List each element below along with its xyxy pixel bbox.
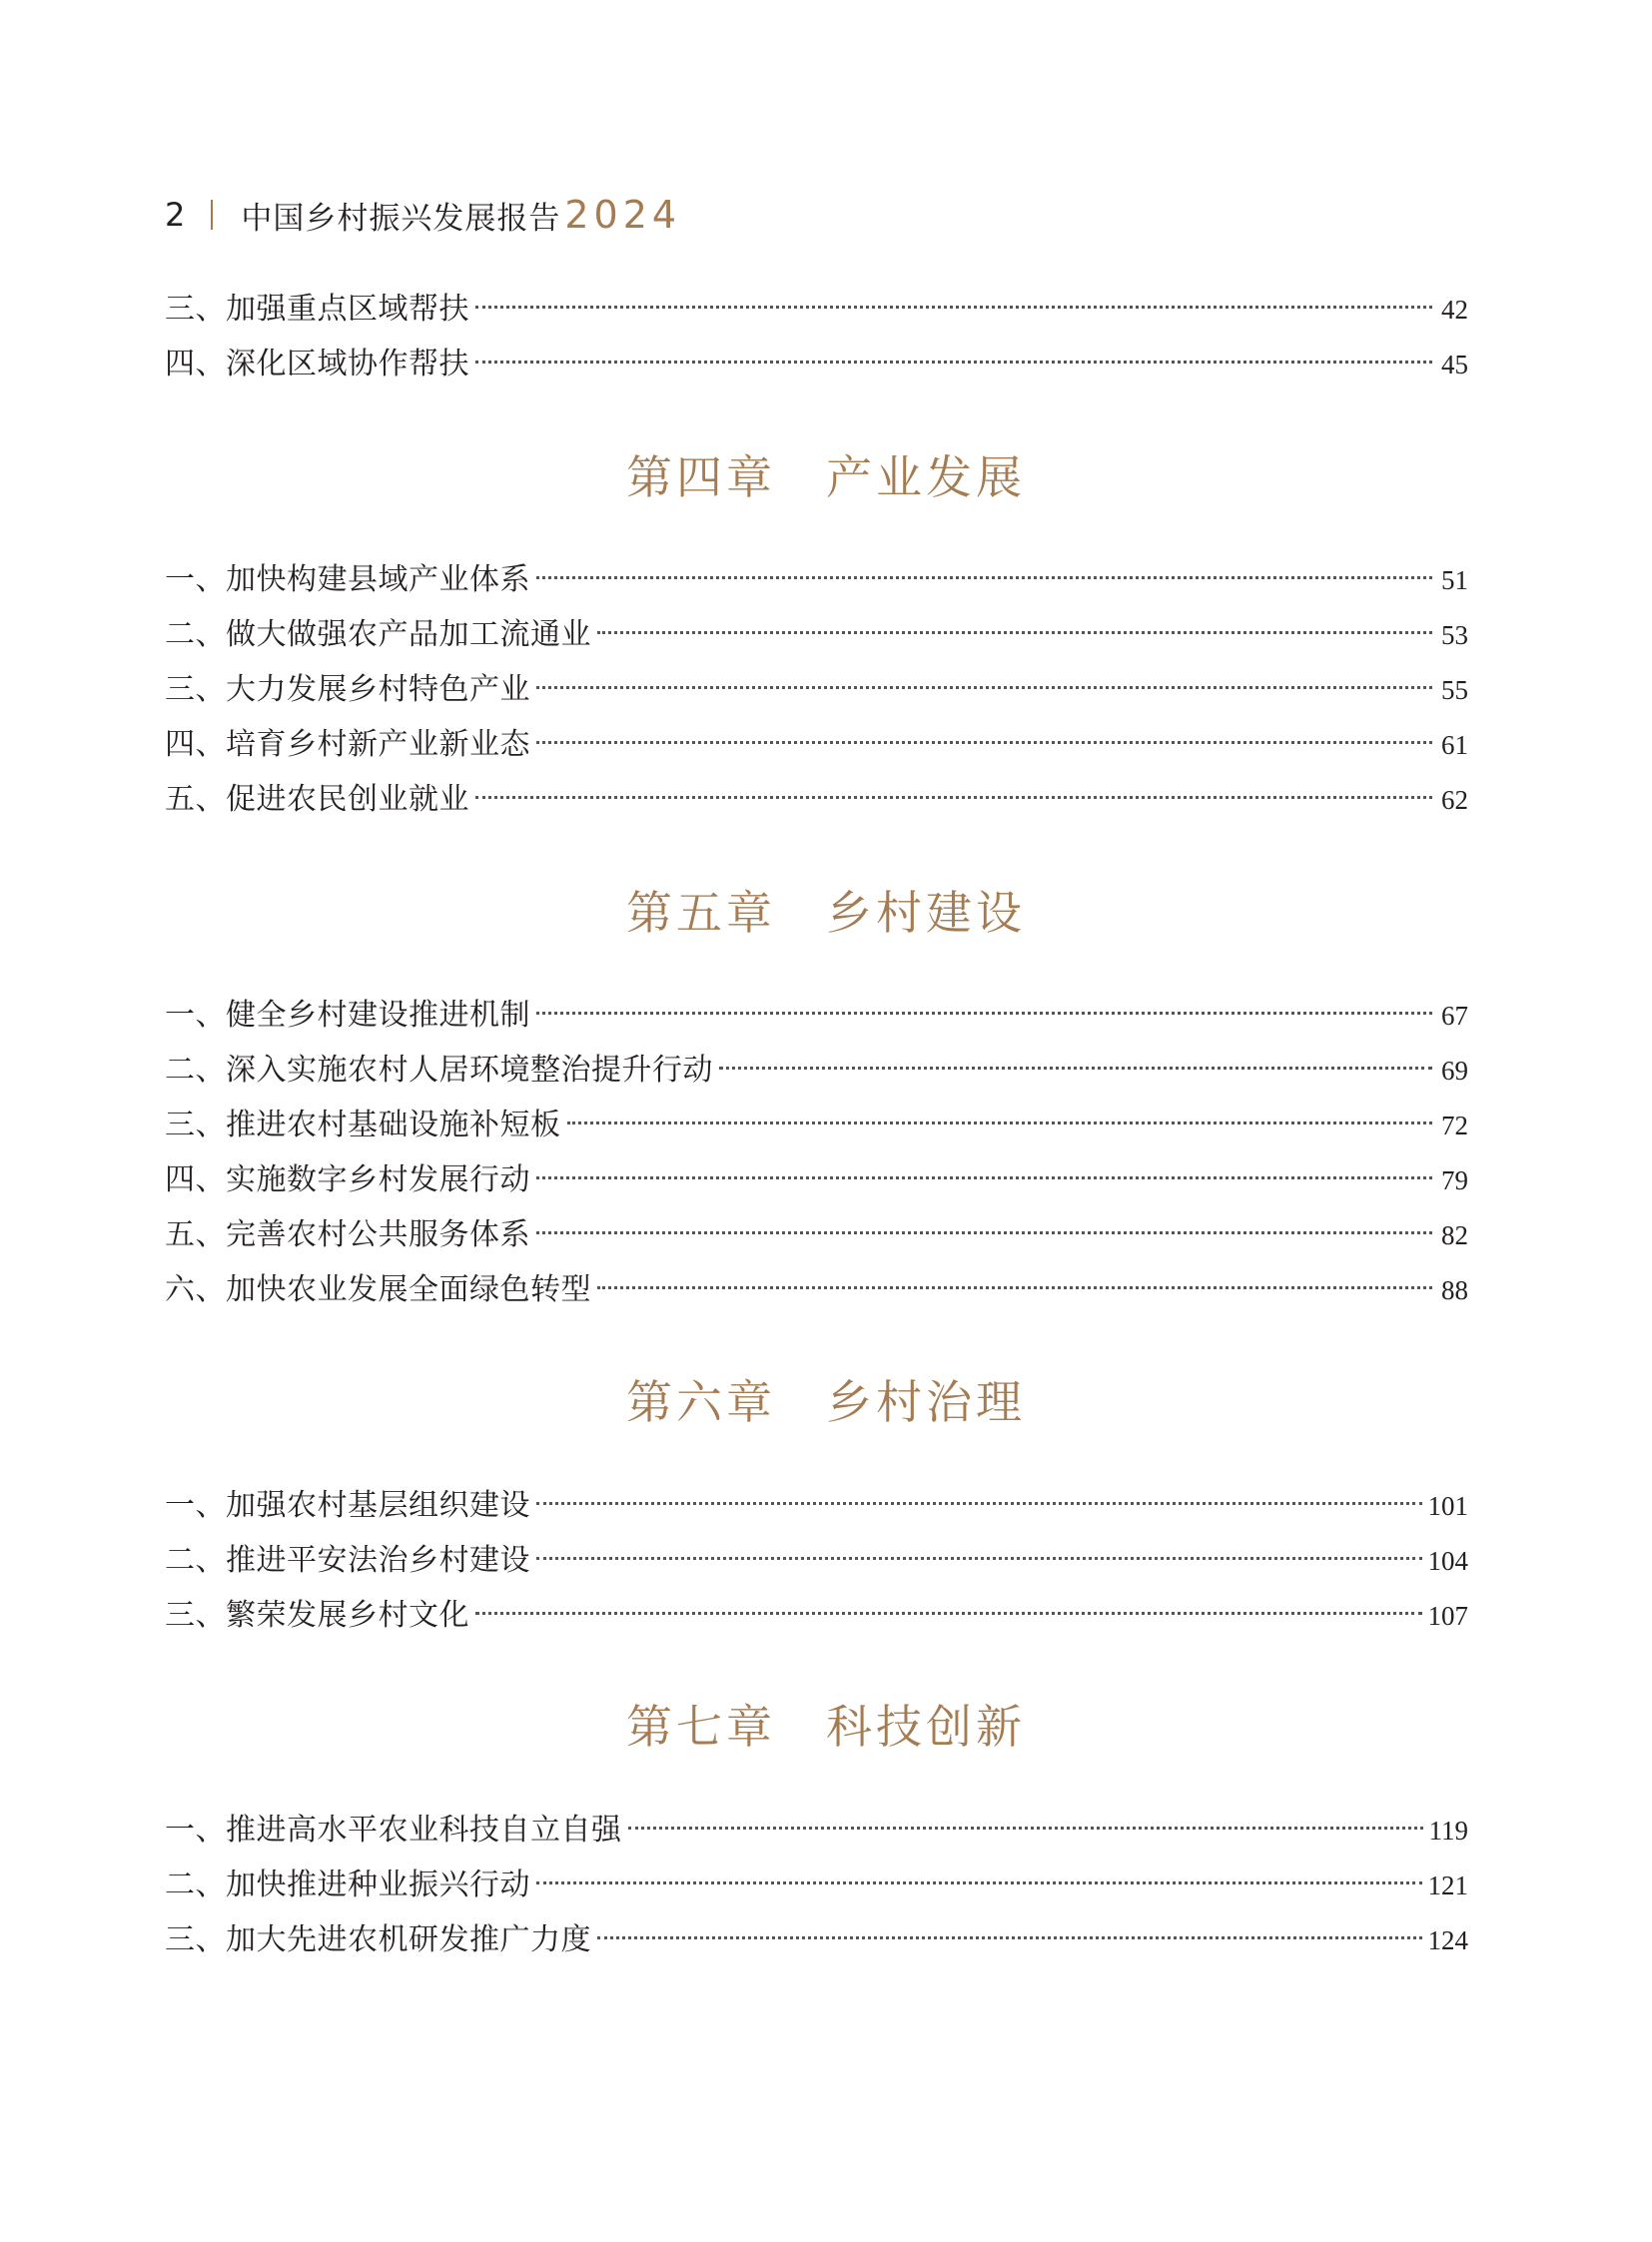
toc-entry-label: 一、加强农村基层组织建设	[165, 1488, 530, 1523]
toc-entry-label: 三、大力发展乡村特色产业	[165, 672, 530, 707]
toc-entry-page: 69	[1441, 1056, 1468, 1086]
toc-entry[interactable]	[165, 1478, 1468, 1533]
toc-entry-page: 119	[1428, 1816, 1468, 1846]
toc-entry-label: 二、加快推进种业振兴行动	[165, 1868, 530, 1902]
toc-entry-page: 121	[1427, 1870, 1468, 1900]
toc-entry[interactable]	[165, 662, 1468, 717]
dot-leader	[536, 1557, 1422, 1560]
dot-leader	[628, 1827, 1423, 1830]
toc-entry-page: 82	[1441, 1220, 1468, 1250]
toc-entry-page: 124	[1427, 1925, 1468, 1955]
toc-entry-label: 三、推进农村基础设施补短板	[165, 1108, 561, 1142]
toc-entry-page: 104	[1427, 1546, 1468, 1576]
dot-leader	[536, 1502, 1422, 1505]
toc-entry-page: 79	[1441, 1165, 1468, 1195]
toc-section-chapter-7	[165, 1803, 1468, 1967]
toc-entry-label: 三、繁荣发展乡村文化	[165, 1598, 469, 1633]
dot-leader	[536, 1881, 1422, 1884]
book-year: 2024	[564, 193, 682, 237]
dot-leader	[475, 306, 1432, 309]
dot-leader	[567, 1121, 1433, 1124]
toc-entry-label: 一、健全乡村建设推进机制	[165, 998, 530, 1033]
chapter-heading[interactable]: 第五章 乡村建设	[626, 886, 1026, 940]
toc-entry-page: 101	[1427, 1491, 1468, 1521]
dot-leader	[536, 576, 1432, 579]
toc-entry-page: 45	[1441, 350, 1468, 379]
dot-leader	[475, 796, 1432, 799]
toc-entry-label: 一、推进高水平农业科技自立自强	[165, 1813, 622, 1848]
toc-entry[interactable]	[165, 1588, 1468, 1643]
toc-entry-label: 二、推进平安法治乡村建设	[165, 1543, 530, 1578]
toc-entry-page: 53	[1441, 620, 1468, 650]
toc-entry[interactable]	[165, 607, 1468, 662]
toc-entry[interactable]	[165, 772, 1468, 827]
toc-entry[interactable]	[165, 1262, 1468, 1317]
toc-entry-label: 六、加快农业发展全面绿色转型	[165, 1272, 591, 1307]
dot-leader	[597, 631, 1432, 634]
toc-entry[interactable]	[165, 717, 1468, 772]
toc-entry[interactable]	[165, 1858, 1468, 1912]
toc-entry[interactable]	[165, 337, 1468, 391]
toc-entry[interactable]	[165, 988, 1468, 1043]
toc-entry[interactable]	[165, 1533, 1468, 1588]
dot-leader	[536, 1231, 1432, 1234]
toc-entry-page: 107	[1427, 1601, 1468, 1631]
toc-entry[interactable]	[165, 1152, 1468, 1207]
dot-leader	[536, 686, 1432, 689]
toc-section-chapter-5	[165, 988, 1468, 1317]
running-header	[165, 190, 681, 240]
header-divider	[211, 200, 213, 230]
toc-entry-label: 一、加快构建县域产业体系	[165, 562, 530, 597]
toc-entry[interactable]	[165, 1207, 1468, 1262]
toc-entry-label: 三、加强重点区域帮扶	[165, 292, 469, 327]
page-number: 2	[165, 196, 186, 234]
toc-section-continued	[165, 282, 1468, 391]
dot-leader	[475, 1612, 1422, 1615]
toc-entry[interactable]	[165, 282, 1468, 337]
toc-entry-page: 62	[1441, 785, 1468, 815]
toc-entry-page: 61	[1441, 730, 1468, 760]
dot-leader	[597, 1286, 1432, 1289]
dot-leader	[536, 1176, 1432, 1179]
toc-entry-page: 55	[1441, 675, 1468, 705]
chapter-heading[interactable]: 第四章 产业发展	[626, 450, 1026, 504]
book-title: 中国乡村振兴发展报告	[241, 200, 561, 237]
dot-leader	[475, 361, 1432, 364]
toc-entry-label: 五、促进农民创业就业	[165, 782, 469, 817]
toc-entry-page: 67	[1441, 1001, 1468, 1031]
toc-entry[interactable]	[165, 1912, 1468, 1967]
toc-entry-label: 四、实施数字乡村发展行动	[165, 1162, 530, 1197]
toc-entry[interactable]	[165, 552, 1468, 607]
toc-entry[interactable]	[165, 1803, 1468, 1858]
toc-section-chapter-6	[165, 1478, 1468, 1643]
dot-leader	[719, 1067, 1432, 1070]
toc-entry-label: 四、培育乡村新产业新业态	[165, 727, 530, 762]
toc-section-chapter-4	[165, 552, 1468, 827]
toc-entry-label: 二、做大做强农产品加工流通业	[165, 617, 591, 652]
toc-entry-page: 72	[1441, 1111, 1468, 1140]
dot-leader	[536, 1012, 1432, 1015]
chapter-heading[interactable]: 第六章 乡村治理	[626, 1375, 1026, 1429]
toc-entry-label: 五、完善农村公共服务体系	[165, 1217, 530, 1252]
toc-entry-label: 四、深化区域协作帮扶	[165, 347, 469, 381]
chapter-heading[interactable]: 第七章 科技创新	[626, 1700, 1026, 1754]
dot-leader	[536, 741, 1432, 744]
toc-entry[interactable]	[165, 1098, 1468, 1152]
toc-entry-page: 42	[1441, 295, 1468, 325]
toc-entry-label: 三、加大先进农机研发推广力度	[165, 1922, 591, 1957]
toc-entry-page: 51	[1441, 565, 1468, 595]
toc-entry-page: 88	[1441, 1275, 1468, 1305]
dot-leader	[597, 1936, 1422, 1939]
toc-entry[interactable]	[165, 1043, 1468, 1098]
toc-entry-label: 二、深入实施农村人居环境整治提升行动	[165, 1053, 713, 1088]
